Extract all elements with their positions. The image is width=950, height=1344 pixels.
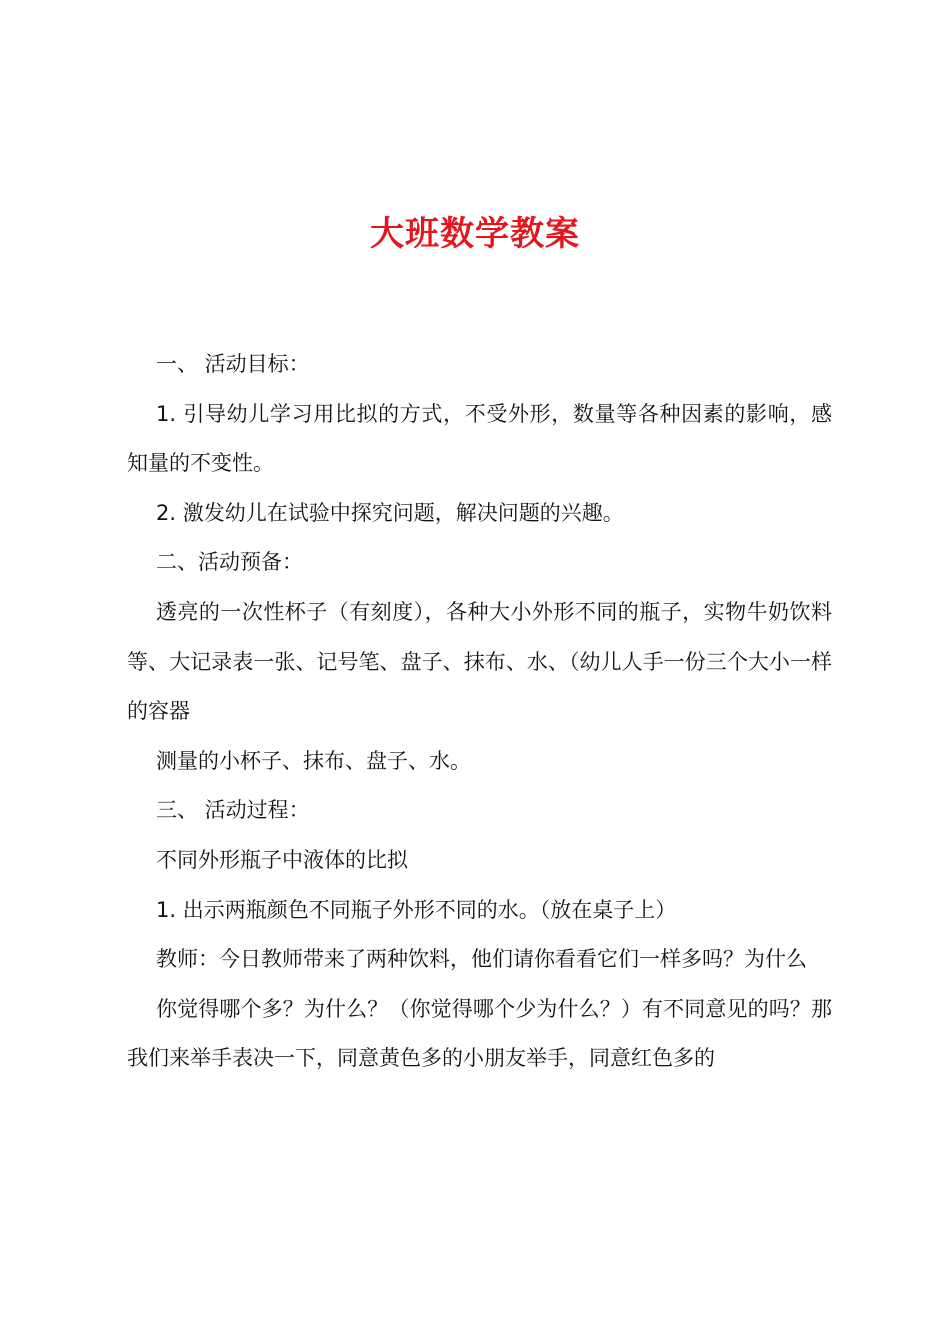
document-body (127, 340, 832, 1084)
process-step-1: 1. 出示两瓶颜色不同瓶子外形不同的水。（放在桌子上） (156, 897, 677, 922)
goal-item-2: 2. 激发幼儿在试验中探究问题，解决问题的兴趣。 (156, 500, 624, 525)
preparation-materials-continued: 测量的小杯子、抹布、盘子、水。 (156, 748, 471, 773)
section-heading-preparation: 二、活动预备： (156, 550, 303, 575)
goal-item-1: 1. 引导幼儿学习用比拟的方式，不受外形，数量等各种因素的影响，感知量的不变性。 (127, 401, 832, 476)
teacher-question: 教师：今日教师带来了两种饮料，他们请你看看它们一样多吗？为什么 (156, 947, 807, 972)
section-heading-process: 三、 活动过程： (156, 798, 310, 823)
process-subheading: 不同外形瓶子中液体的比拟 (156, 847, 408, 872)
document-title: 大班数学教案 (370, 214, 580, 254)
teacher-question-continued: 你觉得哪个多？为什么？（你觉得哪个少为什么？）有不同意见的吗？那我们来举手表决一下，同意黄色多的小朋友举手，同意红色多的 (127, 996, 832, 1071)
preparation-materials: 透亮的一次性杯子（有刻度），各种大小外形不同的瓶子，实物牛奶饮料等、大记录表一张、记号笔、盘子、抹布、水、（幼儿人手一份三个大小一样的容器 (127, 599, 832, 724)
section-heading-goals: 一、 活动目标： (156, 352, 310, 376)
